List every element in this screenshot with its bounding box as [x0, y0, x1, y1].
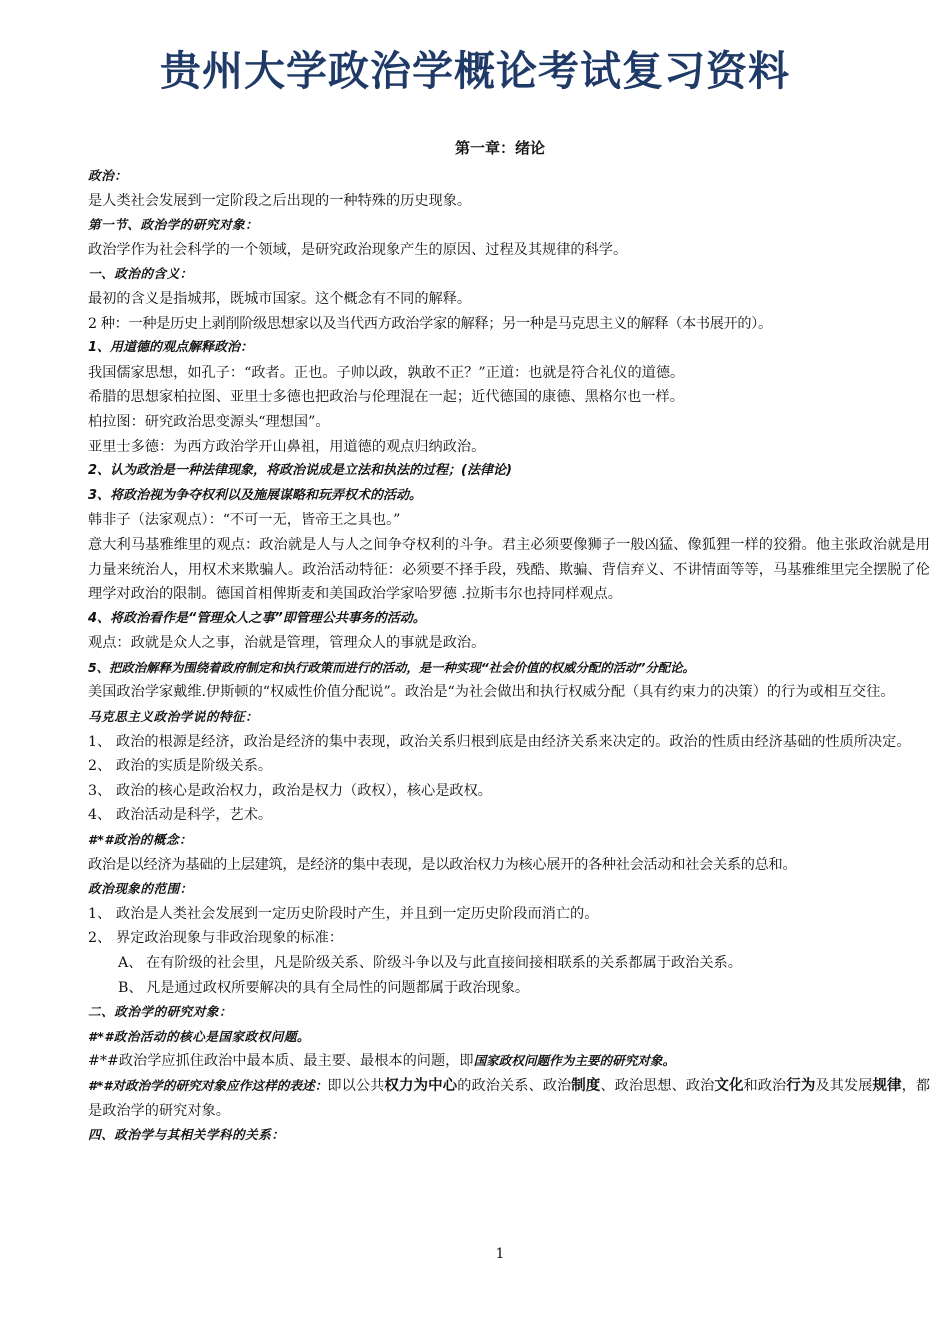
list-number: 2、 [88, 930, 112, 947]
paragraph: 亚里士多德：为西方政治学开山鼻祖，用道德的观点归纳政治。 [88, 438, 486, 455]
paragraph: 政治是以经济为基础的上层建筑，是经济的集中表现，是以政治权力为核心展开的各种社会活动和社会关系的总和。 [88, 856, 797, 873]
paragraph: 最初的含义是指城邦，既城市国家。这个概念有不同的解释。 [88, 290, 472, 307]
list-text: 政治的实质是阶级关系。 [116, 758, 273, 775]
list-text: 在有阶级的社会里，凡是阶级关系、阶级斗争以及与此直接间接相联系的关系都属于政治关系。 [146, 955, 742, 971]
list-text: 凡是通过政权所要解决的具有全局性的问题都属于政治现象。 [146, 979, 530, 996]
bold-term: 权力为中心 [384, 1077, 458, 1094]
section-heading: 马克思主义政治学说的特征： [88, 709, 259, 725]
list-letter: A、 [118, 955, 143, 971]
document-body [88, 164, 930, 1148]
emphasis-text: 国家政权问题作为主要的研究对象。 [473, 1053, 676, 1069]
list-number: 1、 [88, 905, 112, 922]
list-text: 政治的根源是经济，政治是经济的集中表现，政治关系归根到底是由经济关系来决定的。政治的性质由经济基础的性质所决定。 [116, 733, 911, 750]
sub-list-item [88, 976, 930, 1001]
list-letter: B、 [118, 979, 143, 996]
paragraph-text: ，都是政治学的研究对象。 [88, 1077, 931, 1119]
list-number: 3、 [88, 782, 112, 799]
paragraph: 美国政治学家戴维.伊斯顿的“权威性价值分配说”。政治是“为社会做出和执行权威分配（具有约束力的决策）的行为或相互交往。 [88, 684, 895, 701]
list-item [88, 754, 930, 779]
paragraph: 我国儒家思想，如孔子：“政者。正也。子帅以政，孰敢不正？”正道：也就是符合礼仪的道德。 [88, 364, 685, 381]
numbered-heading: 5、把政治解释为围绕着政府制定和执行政策而进行的活动，是一种实现“社会价值的权威分配的活动”分配论。 [88, 659, 695, 675]
paragraph: 观点：政就是众人之事，治就是管理，管理众人的事就是政治。 [88, 635, 486, 652]
list-item [88, 730, 930, 755]
list-item [88, 902, 930, 927]
paragraph-text: 及其发展 [815, 1077, 873, 1094]
paragraph-text: #*#政治学应抓住政治中最本质、最主要、最根本的问题，即 [88, 1053, 474, 1070]
list-text: 政治的核心是政治权力，政治是权力（政权），核心是政权。 [116, 782, 492, 799]
key-point: #*#政治活动的核心是国家政权问题。 [88, 1028, 311, 1044]
section-heading: 一、政治的含义： [88, 266, 193, 282]
paragraph: 政治学作为社会科学的一个领域，是研究政治现象产生的原因、过程及其规律的科学。 [88, 241, 628, 258]
numbered-heading: 1、用道德的观点解释政治： [88, 340, 254, 356]
emphasis-text: #*#对政治学的研究对象应作这样的表述： [88, 1077, 328, 1093]
list-text: 界定政治现象与非政治现象的标准： [116, 930, 344, 947]
numbered-heading: 4、将政治看作是“管理众人之事”即管理公共事务的活动。 [88, 610, 426, 626]
numbered-heading: 3、将政治视为争夺权利以及施展谋略和玩弄权术的活动。 [88, 487, 423, 503]
paragraph: 韩非子（法家观点）：“不可一无，皆帝王之具也。” [88, 512, 401, 529]
paragraph: 柏拉图：研究政治思变源头“理想国”。 [88, 413, 330, 430]
chapter-heading: 第一章：绪论 [454, 139, 545, 157]
bold-term: 制度 [571, 1077, 601, 1094]
paragraph: 2 种：一种是历史上剥削阶级思想家以及当代西方政治学家的解释；另一种是马克思主义的解释（本书展开的）。 [88, 315, 772, 332]
paragraph-text: 、政治思想、政治 [600, 1077, 715, 1094]
paragraph-text: 和政治 [743, 1077, 787, 1094]
section-heading: 四、政治学与其相关学科的关系： [88, 1127, 285, 1143]
section-heading: 二、政治学的研究对象： [88, 1004, 233, 1020]
paragraph-text: 即以公共 [327, 1077, 385, 1094]
page-number: 1 [495, 1246, 505, 1262]
bold-term: 规律 [872, 1077, 902, 1094]
paragraph [88, 1074, 930, 1123]
page-title: 贵州大学政治学概论考试复习资料 [160, 47, 790, 95]
paragraph [88, 1049, 930, 1074]
section-heading: 第一节、政治学的研究对象： [88, 217, 259, 233]
list-text: 政治是人类社会发展到一定历史阶段时产生，并且到一定历史阶段而消亡的。 [116, 905, 599, 922]
sub-list-item [88, 951, 930, 976]
numbered-heading: 2、认为政治是一种法律现象，将政治说成是立法和执法的过程；(法律论) [88, 463, 512, 479]
paragraph: 希腊的思想家柏拉图、亚里士多德也把政治与伦理混在一起；近代德国的康德、黑格尔也一样。 [88, 389, 684, 406]
list-number: 1、 [88, 733, 112, 750]
list-item [88, 926, 930, 951]
term-heading: 政治： [88, 168, 128, 183]
list-number: 2、 [88, 758, 112, 775]
list-number: 4、 [88, 807, 112, 824]
list-item [88, 779, 930, 804]
paragraph: 意大利马基雅维里的观点：政治就是人与人之间争夺权利的斗争。君主必须要像狮子一般凶猛、像狐狸一样的狡猾。他主张政治就是用力量来统治人，用权术来欺骗人。政治活动特征：必须要不择手段，残酷、欺骗、背信弃义、不讲情面等等，马基雅维里完全摆脱了伦理学对政治的限制。德国首相俾斯麦和美国政治学家哈罗德 .拉斯韦尔也持同样观点。 [88, 536, 930, 603]
bold-term: 行为 [786, 1077, 816, 1094]
section-heading: #*#政治的概念： [88, 832, 193, 848]
paragraph: 是人类社会发展到一定阶段之后出现的一种特殊的历史现象。 [88, 192, 472, 209]
list-item [88, 803, 930, 828]
section-heading: 政治现象的范围： [88, 881, 193, 897]
bold-term: 文化 [714, 1077, 744, 1094]
paragraph-text: 的政治关系、政治 [457, 1077, 572, 1094]
list-text: 政治活动是科学，艺术。 [116, 807, 273, 824]
